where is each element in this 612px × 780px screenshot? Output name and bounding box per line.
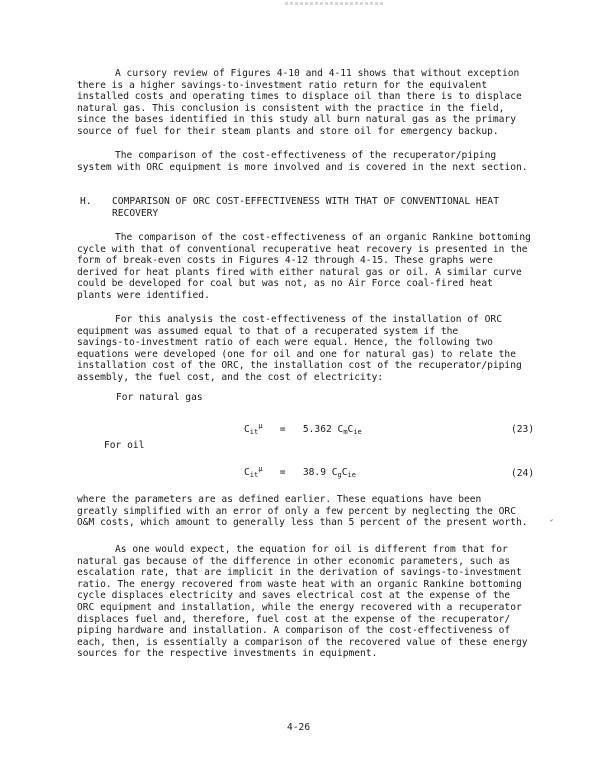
paragraph-parameters <box>77 494 543 529</box>
natural-gas-label: For natural gas <box>116 392 203 403</box>
text-line: installed costs and operating times to displace oil than there is to displace <box>77 91 522 103</box>
eq-subscript: ie <box>353 428 362 437</box>
equation-number-23: (23) <box>511 424 535 435</box>
text-line: cycle with that of conventional recuperative heat recovery is presented in the <box>77 243 528 255</box>
header-scan-mark <box>285 2 385 5</box>
text-line: piping hardware and installation. A comparison of the cost-effectiveness of <box>77 625 511 637</box>
text-line: equations were developed (one for oil and one for natural gas) to relate the <box>77 348 516 360</box>
equation-24 <box>244 465 356 479</box>
text-line: For this analysis the cost-effectiveness of the installation of ORC <box>115 314 502 325</box>
paragraph-recuperator-comparison <box>77 150 543 173</box>
text-line: escalation rate, that are implicit in the derivation of savings-to-investment <box>77 567 522 579</box>
text-line: each, then, is essentially a comparison of the recovered value of these energy <box>77 636 528 648</box>
section-title-line: COMPARISON OF ORC COST-EFFECTIVENESS WITH THAT OF CONVENTIONAL HEAT <box>112 196 499 207</box>
section-letter: H. <box>80 196 92 207</box>
paragraph-break-even <box>77 232 543 302</box>
text-line: displaces fuel and, therefore, fuel cost at the expense of the recuperator/ <box>77 613 511 625</box>
eq-superscript: μ <box>258 465 263 473</box>
eq-symbol: C <box>341 467 348 479</box>
text-line: derived for heat plants fired with either natural gas or oil. A similar curve <box>77 266 522 278</box>
eq-subscript: it <box>249 471 259 480</box>
eq-subscript: g <box>337 471 342 480</box>
text-line: A cursory review of Figures 4-10 and 4-11 shows that without exception <box>115 68 520 79</box>
text-line: O&M costs, which amount to generally less than 5 percent of the present worth. <box>77 517 528 529</box>
text-line: where the parameters are as defined earlier. These equations have been <box>77 494 482 505</box>
eq-symbol: C <box>331 467 338 479</box>
eq-coefficient: 5.362 <box>302 424 332 436</box>
paragraph-analysis <box>77 314 543 384</box>
text-line: sources for the respective investments in equipment. <box>77 648 378 660</box>
text-line: cycle displaces electricity and saves electrical cost at the expense of the <box>77 590 511 602</box>
eq-subscript: ie <box>347 471 356 480</box>
paragraph-figures-review <box>77 68 543 138</box>
text-line: natural gas. This conclusion is consistent with the practice in the field, <box>77 102 505 114</box>
text-line: since the bases identified in this study all burn natural gas as the primary <box>77 114 516 126</box>
equation-number-24: (24) <box>511 468 535 479</box>
text-line: could be developed for coal but was not, as no Air Force coal-fired heat <box>77 278 493 290</box>
text-line: The comparison of the cost-effectiveness of the recuperator/piping <box>115 150 497 161</box>
text-line: plants were identified. <box>77 289 210 301</box>
text-line: assembly, the fuel cost, and the cost of electricity: <box>77 371 384 383</box>
text-line: greatly simplified with an error of only a few percent by neglecting the ORC <box>77 505 516 517</box>
text-line: there is a higher savings-to-investment ratio return for the equivalent <box>77 79 488 91</box>
text-line: installation cost of the ORC, the installation cost of the recuperator/piping <box>77 360 522 372</box>
section-title-line: RECOVERY <box>112 207 159 219</box>
text-line: ORC equipment and installation, while the energy recovered with a recuperator <box>77 601 522 613</box>
eq-equals: = <box>279 424 286 436</box>
text-line: natural gas because of the difference in other economic parameters, such as <box>77 555 511 567</box>
text-line: savings-to-investment ratio of each were equal. Hence, the following two <box>77 337 493 349</box>
text-line: system with ORC equipment is more involved and is covered in the next section. <box>77 161 528 173</box>
text-line: source of fuel for their steam plants and store oil for emergency backup. <box>77 125 499 137</box>
eq-subscript: it <box>249 428 259 437</box>
paragraph-oil-vs-gas <box>77 544 543 660</box>
eq-superscript: μ <box>258 422 263 430</box>
text-line: As one would expect, the equation for oil is different from that for <box>115 544 508 555</box>
oil-label: For oil <box>104 440 145 451</box>
section-title <box>112 196 542 219</box>
text-line: equipment was assumed equal to that of a recuperated system if the <box>77 325 459 337</box>
text-line: The comparison of the cost-effectiveness of an organic Rankine bottoming <box>115 232 531 243</box>
eq-symbol: C <box>347 424 354 436</box>
equation-23 <box>244 422 362 436</box>
eq-symbol: C <box>337 424 344 436</box>
eq-symbol: C <box>244 467 250 479</box>
eq-symbol: C <box>244 424 250 436</box>
page-number: 4-26 <box>287 722 311 733</box>
eq-subscript: m <box>343 428 348 437</box>
margin-mark <box>550 519 553 522</box>
text-line: form of break-even costs in Figures 4-12 through 4-15. These graphs were <box>77 255 493 267</box>
eq-coefficient: 38.9 <box>302 467 326 479</box>
eq-equals: = <box>279 467 286 479</box>
text-line: ratio. The energy recovered from waste heat with an organic Rankine bottoming <box>77 578 522 590</box>
